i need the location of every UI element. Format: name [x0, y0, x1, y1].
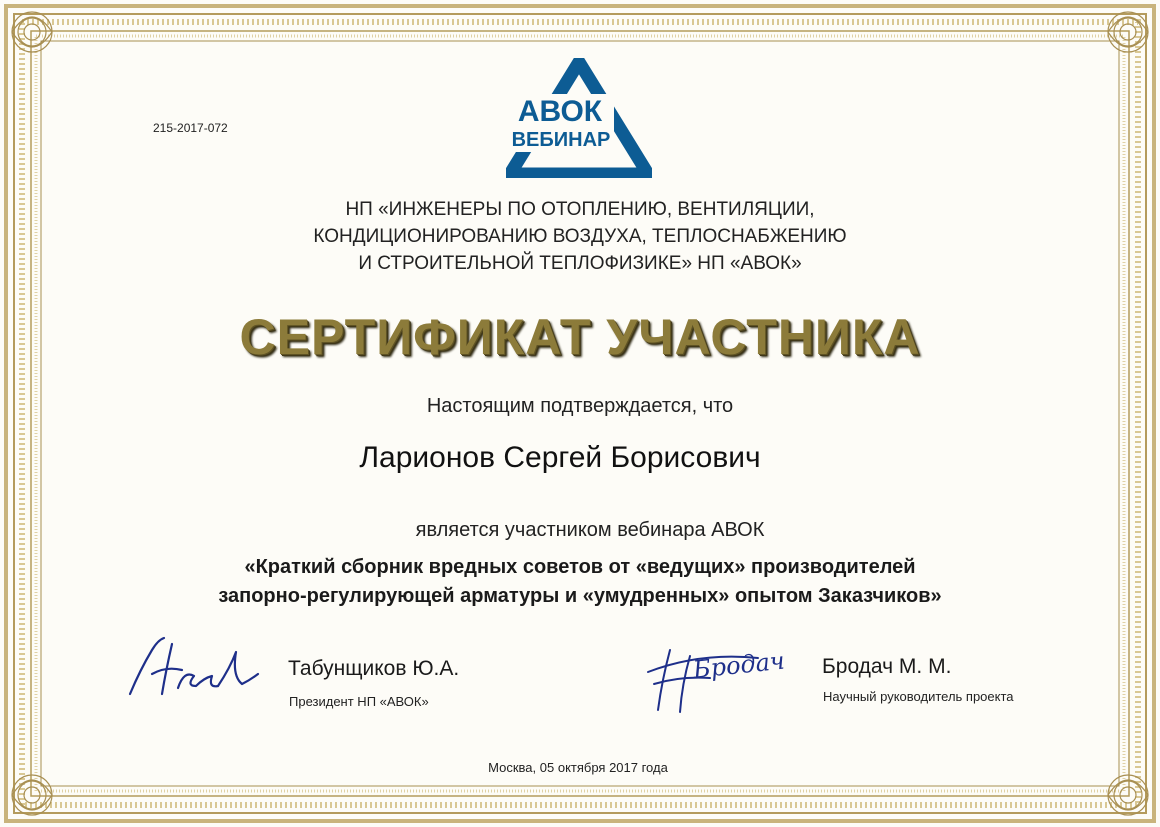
- corner-ornament-tl: [12, 12, 52, 52]
- participant-name: Ларионов Сергей Борисович: [359, 441, 761, 474]
- svg-text:АВОК: АВОК: [517, 95, 603, 128]
- organization-line: КОНДИЦИОНИРОВАНИЮ ВОЗДУХА, ТЕПЛОСНАБЖЕНИЮ: [313, 226, 847, 247]
- organization-line: И СТРОИТЕЛЬНОЙ ТЕПЛОФИЗИКЕ» НП «АВОК»: [358, 253, 802, 274]
- corner-ornament-br: [1108, 775, 1148, 815]
- webinar-title-line: «Краткий сборник вредных советов от «ведущих» производителей: [244, 556, 916, 578]
- svg-text:ВЕБИНАР: ВЕБИНАР: [511, 129, 611, 151]
- participation-status: является участником вебинара АВОК: [415, 519, 765, 541]
- organization-name: [0, 196, 1160, 277]
- avok-webinar-logo: [506, 58, 652, 178]
- signatory-role: Президент НП «АВОК»: [289, 694, 429, 709]
- webinar-title: [0, 553, 1160, 611]
- organization-line: НП «ИНЖЕНЕРЫ ПО ОТОПЛЕНИЮ, ВЕНТИЛЯЦИИ,: [345, 199, 815, 220]
- signature-brodach: [640, 632, 790, 716]
- corner-ornament-tr: [1108, 12, 1148, 52]
- signatory-name: Табунщиков Ю.А.: [288, 657, 460, 680]
- certificate-number: 215-2017-072: [153, 121, 228, 135]
- svg-text:Бродач: Бродач: [691, 646, 787, 684]
- intro-text: Настоящим подтверждается, что: [426, 395, 734, 417]
- signatory-role: Научный руководитель проекта: [823, 689, 1014, 704]
- place-and-date: Москва, 05 октября 2017 года: [488, 760, 668, 775]
- certificate-title: СЕРТИФИКАТ УЧАСТНИКА: [239, 309, 921, 365]
- corner-ornament-bl: [12, 775, 52, 815]
- signatory-name: Бродач М. М.: [822, 655, 952, 678]
- webinar-title-line: запорно-регулирующей арматуры и «умудренных» опытом Заказчиков»: [218, 585, 942, 607]
- signature-tabunshchikov: [122, 630, 262, 702]
